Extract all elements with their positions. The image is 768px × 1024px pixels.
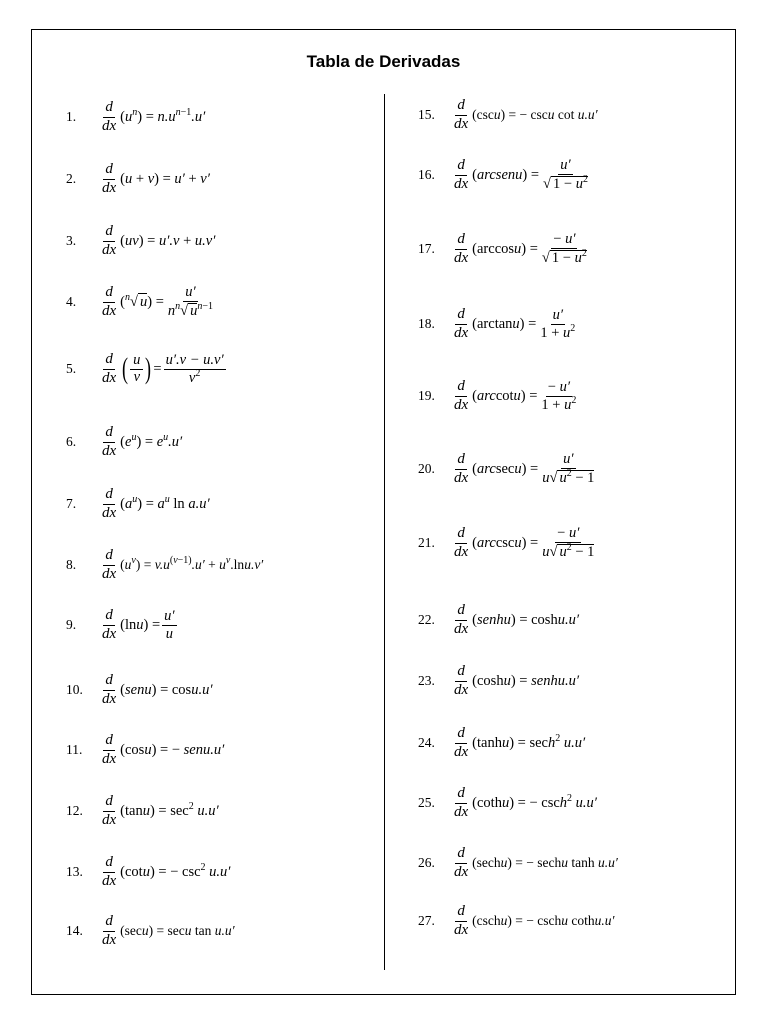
formula-number: 2. [66,171,77,187]
fraction: $\frac{u'}{n^n√ u^{n-1}}$ [167,284,213,320]
ddx: $\frac{d}{dx}$ [102,547,117,582]
ddx: $\frac{d}{dx}$ [102,607,117,642]
formula-5: 5. $\frac{d}{dx}$ ( u v ) = $\frac{u'.v - u.v'}{v^2}$ [66,351,224,386]
ddx: $\frac{d}{dx}$ [102,672,117,707]
formula-3: 3. $\frac{d}{dx}$ (uv) = u′.v + u.v′ [66,223,216,258]
ddx: $\frac{d}{dx}$ [102,793,117,828]
ddx: $\frac{d}{dx}$ [102,284,117,319]
formula-number: 27. [418,913,435,929]
formula-13: 13. $\frac{d}{dx}$ (cotu) = − $\csc^2 u.u'$ [66,854,231,889]
formula-23: 23. $\frac{d}{dx}$ (coshu) = senhu.u′ [418,663,579,698]
formula-12: 12. $\frac{d}{dx}$ $(\tan u) = \sec^2 u.u'$ [66,793,219,828]
formula-22: 22. $\frac{d}{dx}$ (senhu) = coshu.u′ [418,602,579,637]
formula-number: 14. [66,923,83,939]
formula-1: 1. $\frac{d}{dx}$ $(u^n) = n.u^{n-1}.u'$ [66,99,206,134]
formula-number: 3. [66,233,77,249]
ddx: $\frac{d}{dx}$ [454,157,469,192]
formula-18: 18. $\frac{d}{dx}$ (arctanu) = $\frac{u'}{1 + u^2}$ [418,306,576,341]
formula-27: 27. $\frac{d}{dx}$ (cschu) = − cschu cothu.u′ [418,903,615,938]
formula-number: 23. [418,673,435,689]
formula-number: 5. [66,361,77,377]
formula-24: 24. $\frac{d}{dx}$ (tanhu) = sech$^2$ u.u′ [418,725,586,760]
formula-9: 9. $\frac{d}{dx}$ (lnu) = $\frac{u'}{u}$ [66,607,175,642]
page-title: Tabla de Derivadas [306,52,461,71]
formula-11: 11. $\frac{d}{dx}$ (cosu) = − senu.u′ [66,732,225,767]
ddx: $\frac{d}{dx}$ [102,351,117,386]
ddx: $\frac{d}{dx}$ [454,97,469,132]
ddx: $\frac{d}{dx}$ [102,913,117,948]
formula-number: 15. [418,107,435,123]
formula-number: 19. [418,388,435,404]
ddx: $\frac{d}{dx}$ [102,486,117,521]
fraction: $\frac{u'}{1 + u^2}$ [540,306,576,341]
formula-number: 22. [418,612,435,628]
formula-17: 17. $\frac{d}{dx}$ (arccosu) = $\frac{- u'}{√ 1 - u^2}$ [418,231,587,267]
column-divider [384,94,385,970]
ddx: $\frac{d}{dx}$ [102,99,117,134]
formula-number: 25. [418,795,435,811]
formula-15: 15. $\frac{d}{dx}$ (cscu) = − cscu cot u.u′ [418,97,598,132]
formula-25: 25. $\frac{d}{dx}$ (cothu) = − csch$^2$ u.u′ [418,785,597,820]
formula-7: 7. $\frac{d}{dx}$ $(a^u) = a^u$ ln a.u′ [66,486,210,521]
ddx: $\frac{d}{dx}$ [454,602,469,637]
formula-number: 1. [66,109,77,125]
ddx: $\frac{d}{dx}$ [454,525,469,560]
ddx: $\frac{d}{dx}$ [454,231,469,266]
formula-number: 9. [66,617,77,633]
formula-21: 21. $\frac{d}{dx}$ (arccscu) = $\frac{- u'}{u√ u^2 - 1}$ [418,525,595,561]
ddx: $\frac{d}{dx}$ [454,306,469,341]
ddx: $\frac{d}{dx}$ [102,854,117,889]
formula-number: 6. [66,434,77,450]
formula-number: 24. [418,735,435,751]
formula-10: 10. $\frac{d}{dx}$ (senu) = cosu.u′ [66,672,213,707]
formula-number: 11. [66,742,83,758]
ddx: $\frac{d}{dx}$ [454,903,469,938]
formula-6: 6. $\frac{d}{dx}$ $(e^u) = e^u.u'$ [66,424,183,459]
fraction: $\frac{- u'}{1 + u^2}$ [541,378,577,413]
fraction: $\frac{u'}{u√ u^2 - 1}$ [542,451,595,487]
ddx: $\frac{d}{dx}$ [102,223,117,258]
formula-number: 21. [418,535,435,551]
ddx: $\frac{d}{dx}$ [102,424,117,459]
fraction: $\frac{u'.v - u.v'}{v^2}$ [165,351,224,386]
ddx: $\frac{d}{dx}$ [102,161,117,196]
ddx: $\frac{d}{dx}$ [102,732,117,767]
ddx: $\frac{d}{dx}$ [454,725,469,760]
ddx: $\frac{d}{dx}$ [454,451,469,486]
formula-19: 19. $\frac{d}{dx}$ (arccotu) = $\frac{- u'}{1 + u^2}$ [418,378,577,413]
formula-number: 13. [66,864,83,880]
ddx: $\frac{d}{dx}$ [454,378,469,413]
formula-4: 4. $\frac{d}{dx}$ ($^n$√ u) = $\frac{u'}{n^n√ u^{n-1}}$ [66,284,213,320]
formula-26: 26. $\frac{d}{dx}$ (sechu) = − sechu tanh u.u′ [418,845,618,880]
formula-number: 18. [418,316,435,332]
formula-number: 16. [418,167,435,183]
formula-number: 7. [66,496,77,512]
formula-number: 10. [66,682,83,698]
formula-14: 14. $\frac{d}{dx}$ (secu) = secu tan u.u′ [66,913,235,948]
formula-number: 17. [418,241,435,257]
formula-number: 4. [66,294,77,310]
formula-number: 12. [66,803,83,819]
ddx: $\frac{d}{dx}$ [454,663,469,698]
formula-number: 20. [418,461,435,477]
formula-number: 26. [418,855,435,871]
formula-2: 2. $\frac{d}{dx}$ (u + v) = u′ + v′ [66,161,210,196]
fraction: $\frac{u'}{√ 1 - u^2}$ [543,157,588,193]
formula-16: 16. $\frac{d}{dx}$ (arcsenu) = $\frac{u'}{√ 1 - u^2}$ [418,157,588,193]
ddx: $\frac{d}{dx}$ [454,845,469,880]
fraction: $\frac{- u'}{u√ u^2 - 1}$ [542,525,595,561]
formula-number: 8. [66,557,77,573]
formula-20: 20. $\frac{d}{dx}$ (arcsecu) = $\frac{u'}{u√ u^2 - 1}$ [418,451,595,487]
fraction: $\frac{- u'}{√ 1 - u^2}$ [541,231,587,267]
formula-8: 8. $\frac{d}{dx}$ $(u^v) = v.u^{(v-1)}.u' + u^v.\ln u.v'$ [66,547,264,582]
ddx: $\frac{d}{dx}$ [454,785,469,820]
fraction: $\frac{u'}{u}$ [164,607,175,642]
